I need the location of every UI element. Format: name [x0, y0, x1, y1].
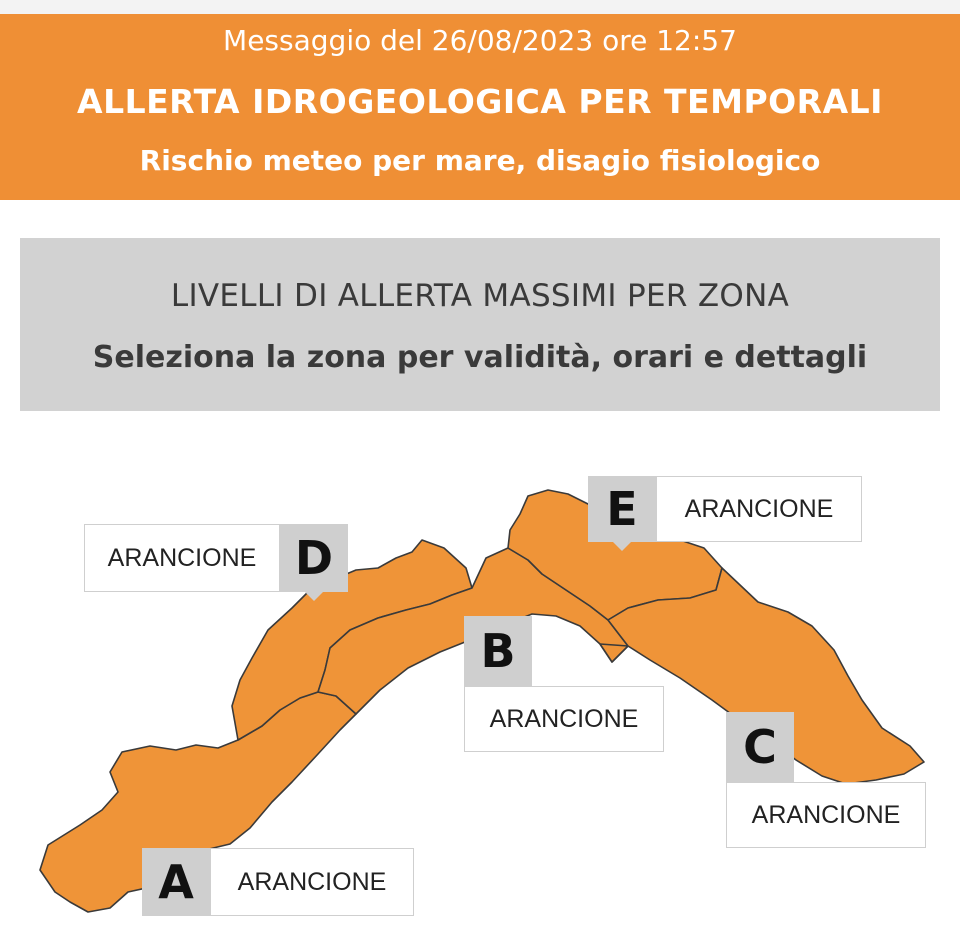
- zone-d-pointer: [305, 592, 323, 601]
- zone-a-badge[interactable]: A: [142, 848, 210, 916]
- alert-title: ALLERTA IDROGEOLOGICA PER TEMPORALI: [77, 82, 883, 121]
- zone-c-badge[interactable]: C: [726, 712, 794, 782]
- levels-instruction: Seleziona la zona per validità, orari e dettagli: [92, 340, 868, 375]
- zone-d-level-label[interactable]: ARANCIONE: [84, 524, 280, 592]
- alert-subtitle: Rischio meteo per mare, disagio fisiologico: [139, 144, 821, 177]
- alert-banner: [0, 14, 960, 200]
- zone-b-level-label[interactable]: ARANCIONE: [464, 686, 664, 752]
- zone-c-level-label[interactable]: ARANCIONE: [726, 782, 926, 848]
- zone-e-level-label[interactable]: ARANCIONE: [656, 476, 862, 542]
- levels-title: LIVELLI DI ALLERTA MASSIMI PER ZONA: [170, 278, 790, 314]
- zone-e-badge[interactable]: E: [588, 476, 656, 542]
- message-date: Messaggio del 26/08/2023 ore 12:57: [223, 24, 737, 57]
- levels-header: [20, 238, 940, 411]
- zone-b-badge[interactable]: B: [464, 616, 532, 686]
- zone-a-level-label[interactable]: ARANCIONE: [210, 848, 414, 916]
- zone-e-pointer: [613, 542, 631, 551]
- liguria-alert-map: [0, 430, 960, 946]
- zone-d-badge[interactable]: D: [280, 524, 348, 592]
- top-strip: [0, 0, 960, 14]
